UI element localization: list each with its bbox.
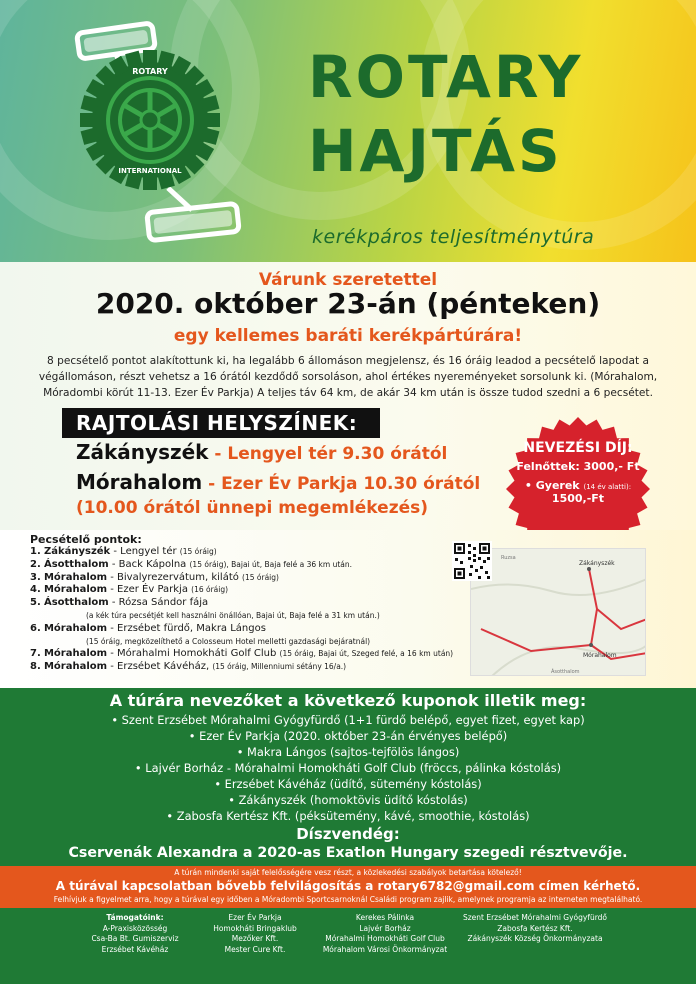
list-item: • Szent Erzsébet Mórahalmi Gyógyfürdő (1+1 fürdő belépő, egyet fizet, egyet kap) (111, 713, 585, 727)
cp-place: - Erzsébet fürdő, Makra Lángos (107, 622, 266, 634)
cp-num: 5. (30, 597, 41, 609)
cp-town: Ásotthalom (43, 558, 109, 570)
event-title (308, 40, 583, 188)
cp-note: (15 óráig, Millenniumi sétány 16/a.) (212, 662, 347, 672)
cp-place: - Mórahalmi Homokháti Golf Club (107, 648, 280, 660)
sponsor-name: Mórahalom Városi Önkormányzat (322, 944, 448, 954)
cp-place: - Rózsa Sándor fája (108, 597, 209, 609)
fee-child-label: • Gyerek (524, 479, 580, 492)
cp-place: - Erzsébet Kávéház, (107, 661, 213, 673)
sponsor-name: Mezőker Kft. (231, 934, 279, 943)
sponsor-column-1 (70, 913, 200, 955)
rotary-gear-bicycle-icon (50, 20, 280, 250)
list-item (30, 546, 500, 559)
title-line-2: HAJTÁS (308, 117, 563, 185)
map-label-small1: Ruzsa (501, 555, 516, 561)
cp-note: (15 óráig) (242, 572, 279, 582)
cp-town: Mórahalom (43, 584, 108, 596)
sponsor-name: A-Praxisközösség (102, 923, 168, 933)
cp-num: 3. (30, 571, 41, 583)
list-item (30, 661, 500, 674)
list-item (30, 572, 500, 585)
sponsor-column-2 (190, 913, 320, 955)
tagline: egy kellemes baráti kerékpártúrára! (173, 326, 523, 346)
list-item (30, 559, 500, 572)
cp-note: (15 óráig, Bajai út, Szeged felé, a 16 km után) (279, 649, 454, 659)
qr-code-icon[interactable] (452, 541, 492, 581)
list-item: • Zabosfa Kertész Kft. (péksütemény, kávé, smoothie, kóstolás) (166, 809, 530, 823)
cp-num: 6. (30, 622, 41, 634)
cp-num: 1. (30, 546, 41, 557)
sponsor-column-3 (310, 913, 460, 955)
fee-text (503, 440, 653, 505)
sponsor-name: Erzsébet Kávéház (101, 944, 169, 954)
map-label-small2: Ásotthalom (551, 669, 580, 675)
cp-place: - Ezer Év Parkja (107, 584, 192, 596)
cp-town: Mórahalom (43, 648, 108, 660)
sponsor-name: Csa-Ba Bt. Gumiszerviz (91, 934, 179, 943)
sponsors-heading: Támogatóink: (106, 913, 164, 922)
logo-ring-top: ROTARY (132, 67, 168, 76)
sponsor-name: Szent Erzsébet Mórahalmi Gyógyfürdő (462, 913, 608, 922)
list-item: • Zákányszék (homoktövis üdítő kóstolás) (228, 793, 468, 807)
sponsor-name: Ezer Év Parkja (228, 913, 282, 922)
cp-place: - Lengyel tér (110, 546, 180, 557)
cp-subnote: (a kék túra pecsétjét kell használni önállóan, Bajai út, Baja felé a 31 km után.) (86, 610, 380, 620)
start-location-detail: - Lengyel tér 9.30 órától (208, 444, 448, 464)
map-label-start: Zákányszék (579, 560, 615, 567)
cp-num: 8. (30, 661, 41, 673)
sponsor-name: Kerekes Pálinka (355, 913, 415, 922)
cp-town: Mórahalom (43, 571, 108, 583)
checkpoint-list (30, 546, 500, 674)
list-item (30, 623, 500, 636)
list-item: • Erzsébet Kávéház (üdítő, sütemény kóstolás) (214, 777, 482, 791)
cp-town: Mórahalom (43, 622, 108, 634)
sponsor-name: Lajvér Borház (359, 923, 411, 933)
notice-contact: A túrával kapcsolatban bővebb felvilágosítás a rotary6782@gmail.com címen kérhető. (55, 879, 641, 893)
cp-subnote: (15 óráig, megközelíthető a Colosseum Hotel melletti gazdasági bejáratnál) (86, 636, 371, 646)
notice-line-3: Felhívjuk a figyelmet arra, hogy a túrával egy időben a Móradombi Sportcsarnoknál Családi program zajlik, amelynek programja az interneten megtalálható. (53, 895, 643, 904)
notice-line-1: A túrán mindenki saját felelősségére vesz részt, a közlekedési szabályok betartása kötelező! (174, 868, 522, 877)
sponsor-name: Zákányszék Község Önkormányzata (467, 934, 603, 943)
title-line-1: ROTARY (308, 43, 584, 111)
sponsor-column-4 (450, 913, 620, 945)
event-date: 2020. október 23-án (pénteken) (95, 287, 601, 320)
route-map-graphic (471, 549, 646, 676)
coupon-list (0, 712, 696, 824)
sponsor-name: Zabosfa Kertész Kft. (497, 923, 573, 933)
fee-title: NEVEZÉSI DÍJ: (523, 440, 633, 456)
map-label-end: Mórahalom (583, 652, 617, 659)
start-location-name: Mórahalom (76, 470, 203, 494)
cp-note: (15 óráig) (179, 547, 217, 556)
cp-note: (15 óráig), Bajai út, Baja felé a 36 km után. (189, 559, 353, 569)
fee-adult: Felnőttek: 3000,- Ft (516, 460, 640, 473)
logo-ring-bottom: INTERNATIONAL (118, 167, 182, 175)
cp-town: Mórahalom (43, 661, 108, 673)
fee-child-age: (14 év alatti): (583, 483, 632, 491)
guest-title: Díszvendég: (296, 825, 400, 843)
fee-child-price: 1500,-Ft (551, 492, 605, 505)
start-locations-heading: RAJTOLÁSI HELYSZÍNEK: (62, 408, 380, 438)
coupons-title: A túrára nevezőket a következő kuponok illetik meg: (109, 691, 587, 710)
list-item (30, 648, 500, 661)
start-location-2 (76, 470, 480, 494)
sponsor-name: Mester Cure Kft. (224, 944, 286, 954)
cp-place: - Bivalyrezervátum, kilátó (107, 571, 243, 583)
event-subtitle: kerékpáros teljesítménytúra (312, 226, 595, 248)
list-item (30, 584, 500, 597)
list-item: • Makra Lángos (sajtos-tejfölös lángos) (236, 745, 460, 759)
sponsor-name: Mórahalmi Homokháti Golf Club (325, 934, 445, 943)
cp-num: 4. (30, 584, 41, 596)
checkpoints-title: Pecsételő pontok: (30, 533, 142, 546)
list-item (30, 597, 500, 610)
cp-num: 7. (30, 648, 41, 660)
cp-num: 2. (30, 558, 41, 570)
cp-note: (16 óráig) (191, 585, 229, 595)
welcome-text: Várunk szeretettel (258, 270, 438, 290)
fee-child (503, 479, 653, 492)
cp-town: Ásotthalom (43, 597, 109, 609)
route-map (470, 548, 646, 676)
start-location-1 (76, 440, 447, 464)
start-location-detail: - Ezer Év Parkja 10.30 órától (202, 474, 481, 494)
list-item: • Ezer Év Parkja (2020. október 23-án érvényes belépő) (188, 729, 508, 743)
description-paragraph: 8 pecsételő pontot alakítottunk ki, ha legalább 6 állomáson megjelensz, és 16 óráig leadod a pecsételő lapodat a végállomáson, részt vehetsz a 16 órától kezdődő sorsoláson, ahol értékes nyereményeket sorsolunk ki. (Mórahalom, Móradombi körút 11-13. Ezer Év Parkja) A teljes táv 64 km, de akár 34 km után is össze tudod szedni a 6 pecsétet. (38, 355, 658, 399)
cp-place: - Back Kápolna (108, 558, 190, 570)
sponsor-name: Homokháti Bringaklub (213, 923, 297, 933)
start-location-name: Zákányszék (76, 440, 209, 464)
list-item: • Lajvér Borház - Mórahalmi Homokháti Golf Club (fröccs, pálinka kóstolás) (134, 761, 562, 775)
guest-name: Cservenák Alexandra a 2020-as Exatlon Hungary szegedi résztvevője. (68, 845, 628, 861)
cp-town: Zákányszék (43, 546, 111, 557)
commemoration-note: (10.00 órától ünnepi megemlékezés) (76, 498, 429, 518)
